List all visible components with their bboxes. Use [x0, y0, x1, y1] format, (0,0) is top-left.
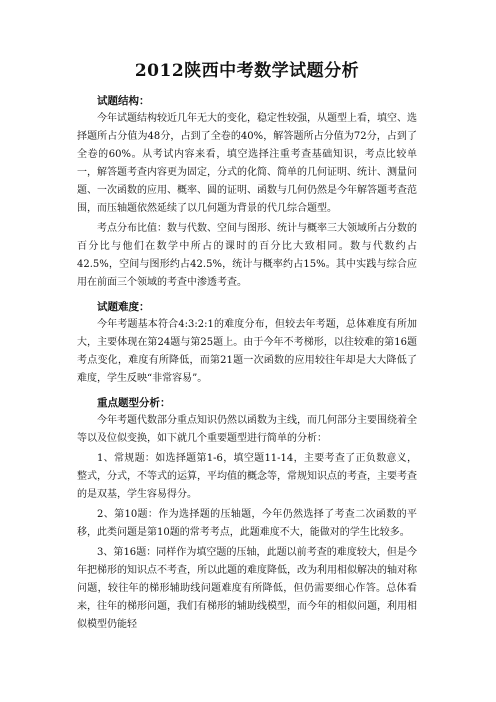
paragraph: 3、第16题：同样作为填空题的压轴，此题以前考查的难度较大，但是今年把梯形的知识点不考查，所以此题的难度降低，改为利用相似解决的轴对称问题，较往年的梯形辅助线问题难度有所降低，但仍需要细心作答。总体看来，往年的梯形问题，我们有梯形的辅助线模型，而今年的相似问题，利用相似模型仍能轻 — [77, 547, 417, 630]
section-difficulty — [77, 298, 417, 388]
section-heading: 重点题型分析： — [97, 397, 171, 409]
section-heading: 试题难度： — [97, 301, 150, 313]
section-key-questions — [77, 394, 417, 634]
paragraph: 今年试题结构较近几年无大的变化，稳定性较强，从题型上看，填空、选择题所占分值为48分，占到了全卷的40%，解答题所占分值为72分，占到了全卷的60%。从考试内容来看，填空选择注重考查基础知识，考点比较单一，解答题考查内容更为固定，分式的化简、简单的几何证明、统计、测量问题、一次函数的应用、概率、圆的证明、函数与几何仍然是今年解答题考查范围，而压轴题依然延续了以几何题为背景的代几综合题型。 — [77, 113, 417, 214]
document-content — [77, 58, 417, 636]
document-title: 2012陕西中考数学试题分析 — [134, 61, 360, 81]
section-heading: 试题结构： — [97, 95, 150, 107]
paragraph: 考点分布比值：数与代数、空间与图形、统计与概率三大领域所占分数的百分比与他们在数学中所占的课时的百分比大致相同。数与代数约占42.5%，空间与图形约占42.5%，统计与概率约占15%。其中实践与综合应用在前面三个领域的考查中渗透考查。 — [77, 223, 417, 288]
paragraph: 2、第10题：作为选择题的压轴题，今年仍然选择了考查二次函数的平移，此类问题是第10题的常考考点，此题难度不大，能做对的学生比较多。 — [77, 509, 417, 538]
paragraph: 1、常规题：如选择题第1-6，填空题11-14，主要考查了正负数意义，整式，分式，不等式的运算，平均值的概念等，常规知识点的考查，主要考查的是双基，学生容易得分。 — [77, 453, 417, 500]
paragraph: 今年考题基本符合4:3:2:1的难度分布，但较去年考题，总体难度有所加大，主要体现在第24题与第25题上。由于今年不考梯形，以往较难的第16题考点变化，难度有所降低，而第21题一次函数的应用较往年却是大大降低了难度，学生反映“非常容易”。 — [77, 319, 417, 384]
paragraph: 今年考题代数部分重点知识仍然以函数为主线，而几何部分主要围绕着全等以及位似变换，如下就几个重要题型进行简单的分析： — [77, 415, 417, 444]
section-structure — [77, 92, 417, 292]
